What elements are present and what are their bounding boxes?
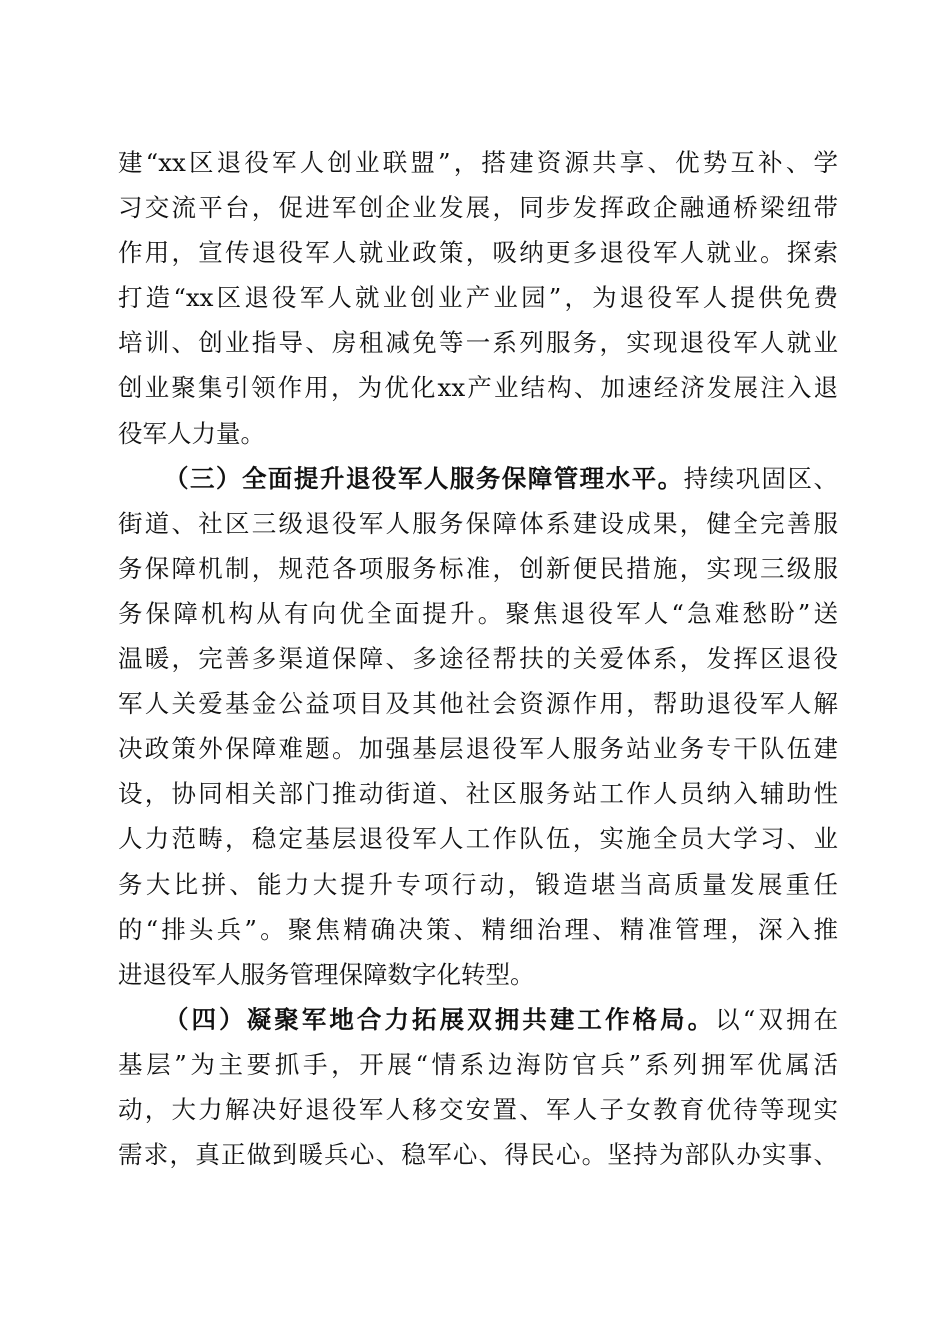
text-line: 设，协同相关部门推动街道、社区服务站工作人员纳入辅助性 <box>118 779 838 809</box>
paragraph-section-3 <box>118 456 838 997</box>
text-line: 役军人力量。 <box>118 418 265 448</box>
text-line: 人力范畴，稳定基层退役军人工作队伍，实施全员大学习、业 <box>118 824 838 854</box>
section-3-heading: （三）全面提升退役军人服务保障管理水平。 <box>164 463 684 493</box>
text-line: 需求，真正做到暖兵心、稳军心、得民心。坚持为部队办实事、 <box>118 1140 838 1170</box>
section-3-first-line-text: 持续巩固区、 <box>683 463 839 493</box>
text-line: 培训、创业指导、房租减免等一系列服务，实现退役军人就业 <box>118 328 838 358</box>
text-line: 的“排头兵”。聚焦精确决策、精细治理、精准管理，深入推 <box>118 914 838 944</box>
text-line: 温暖，完善多渠道保障、多途径帮扶的关爱体系，发挥区退役 <box>118 644 838 674</box>
text-line: 务保障机制，规范各项服务标准，创新便民措施，实现三级服 <box>118 553 838 583</box>
section-4-first-line <box>118 997 838 1042</box>
text-line: 进退役军人服务管理保障数字化转型。 <box>118 959 535 989</box>
text-line: 创业聚集引领作用，为优化xx产业结构、加速经济发展注入退 <box>118 373 838 403</box>
document-body <box>118 140 838 1177</box>
text-line: 动，大力解决好退役军人移交安置、军人子女教育优待等现实 <box>118 1094 838 1124</box>
section-4-heading: （四）凝聚军地合力拓展双拥共建工作格局。 <box>164 1004 716 1034</box>
text-line: 务大比拼、能力大提升专项行动，锻造堪当高质量发展重任 <box>118 869 838 899</box>
section-4-first-line-text: 以“双拥在 <box>715 1004 839 1034</box>
text-line: 基层”为主要抓手，开展“情系边海防官兵”系列拥军优属活 <box>118 1049 838 1079</box>
text-line: 街道、社区三级退役军人服务保障体系建设成果，健全完善服 <box>118 508 838 538</box>
paragraph-continuation <box>118 140 838 456</box>
text-line: 习交流平台，促进军创企业发展，同步发挥政企融通桥梁纽带 <box>118 193 838 223</box>
text-line: 军人关爱基金公益项目及其他社会资源作用，帮助退役军人解 <box>118 689 838 719</box>
text-line: 决政策外保障难题。加强基层退役军人服务站业务专干队伍建 <box>118 734 838 764</box>
text-line: 作用，宣传退役军人就业政策，吸纳更多退役军人就业。探索 <box>118 238 838 268</box>
text-line: 打造“xx区退役军人就业创业产业园”，为退役军人提供免费 <box>118 283 838 313</box>
text-line: 建“xx区退役军人创业联盟”，搭建资源共享、优势互补、学 <box>118 148 838 177</box>
text-line: 务保障机构从有向优全面提升。聚焦退役军人“急难愁盼”送 <box>118 598 838 628</box>
section-3-first-line <box>118 456 838 501</box>
paragraph-section-4 <box>118 997 838 1177</box>
